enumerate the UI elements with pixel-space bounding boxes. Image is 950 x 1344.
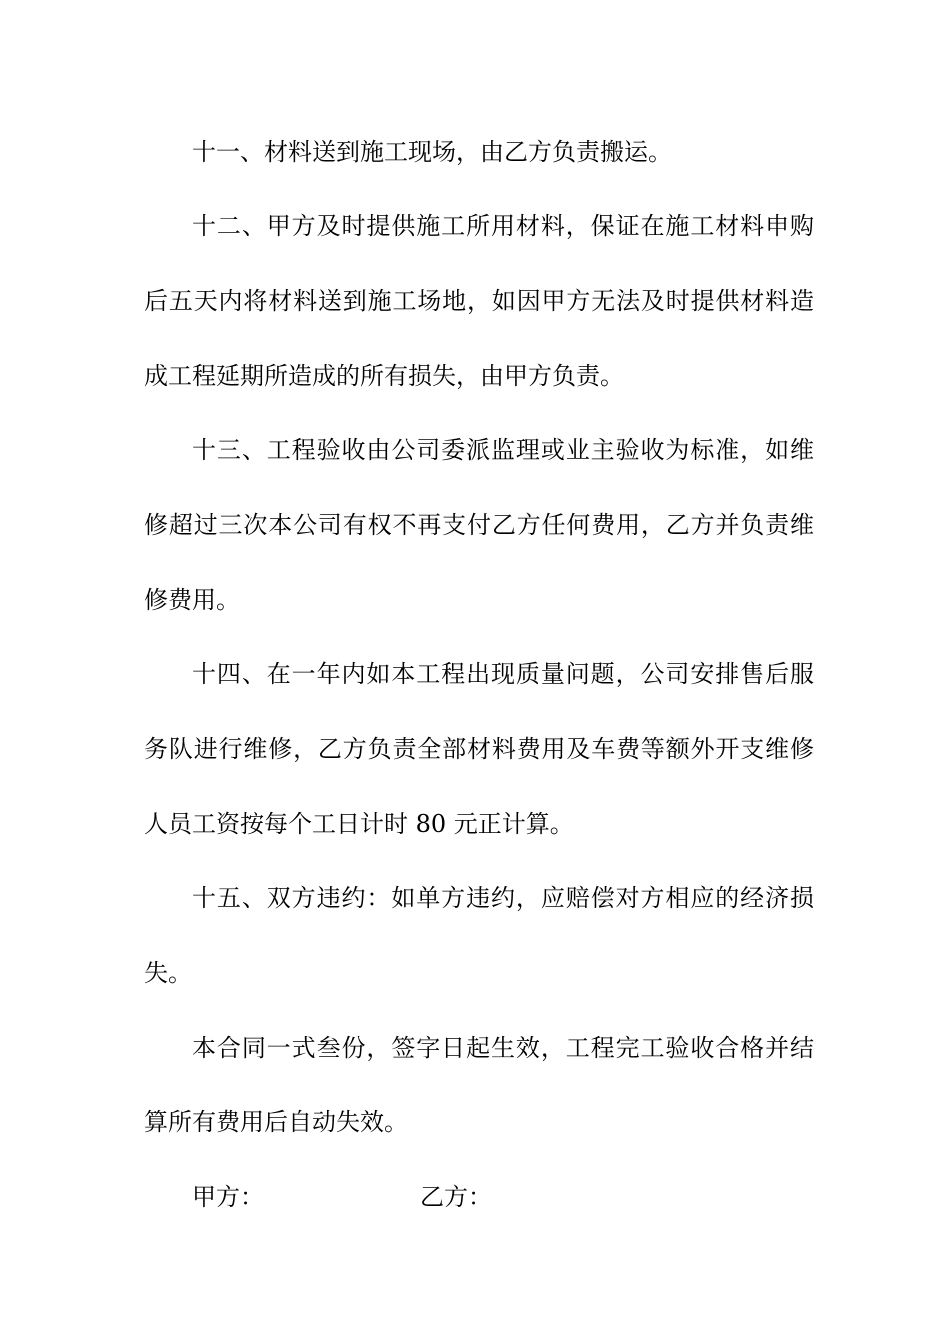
clause-13-line-1: 十三、工程验收由公司委派监理或业主验收为标准，如维 — [192, 436, 814, 464]
clause-12-line-1: 十二、甲方及时提供施工所用材料，保证在施工材料申购 — [192, 212, 814, 240]
clause-12-line-2: 后五天内将材料送到施工场地，如因甲方无法及时提供材料造 — [144, 287, 814, 315]
clause-12-line-3: 成工程延期所造成的所有损失，由甲方负责。 — [144, 362, 624, 390]
clause-11-line-1: 十一、材料送到施工现场，由乙方负责搬运。 — [192, 138, 672, 166]
closing-line-1: 本合同一式叁份，签字日起生效，工程完工验收合格并结 — [192, 1034, 814, 1062]
clause-14-line-3: 人员工资按每个工日计时 80 元正计算。 — [144, 810, 574, 838]
closing-line-2: 算所有费用后自动失效。 — [144, 1108, 408, 1136]
party-b-signature-label: 乙方： — [420, 1183, 492, 1211]
clause-14-line-1: 十四、在一年内如本工程出现质量问题，公司安排售后服 — [192, 660, 814, 688]
clause-15-line-1: 十五、双方违约：如单方违约，应赔偿对方相应的经济损 — [192, 884, 814, 912]
clause-13-line-2: 修超过三次本公司有权不再支付乙方任何费用，乙方并负责维 — [144, 511, 814, 539]
clause-13-line-3: 修费用。 — [144, 586, 240, 614]
clause-14-line-2: 务队进行维修，乙方负责全部材料费用及车费等额外开支维修 — [144, 735, 814, 763]
party-a-signature-label: 甲方： — [192, 1183, 264, 1211]
clause-15-line-2: 失。 — [144, 959, 192, 987]
